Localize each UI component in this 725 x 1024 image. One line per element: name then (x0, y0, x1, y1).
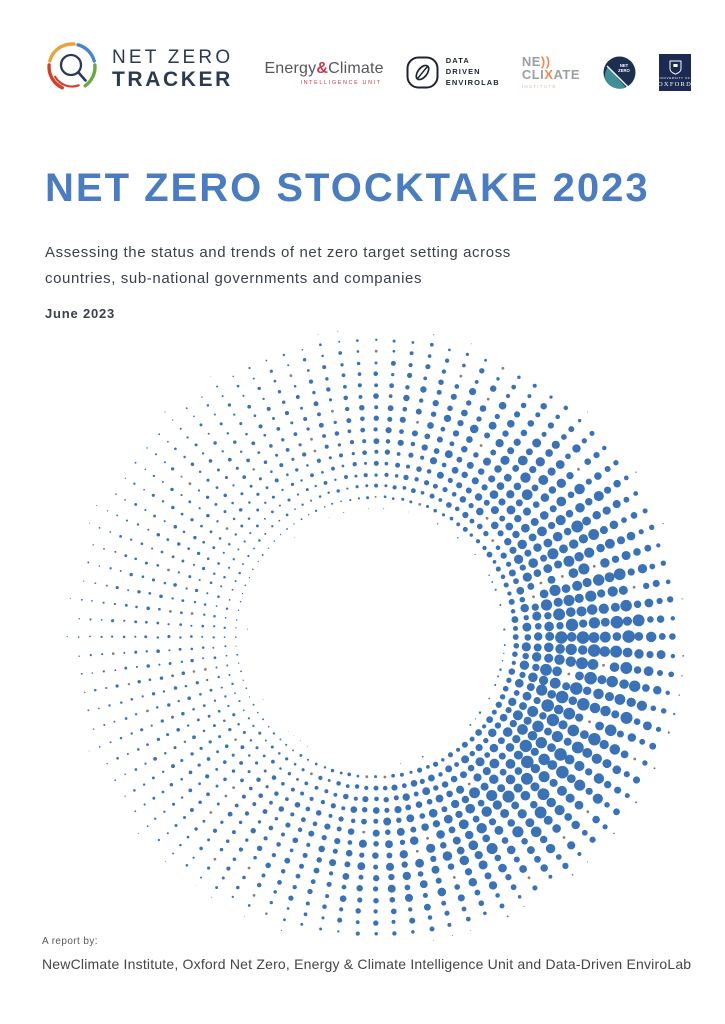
nci-x-icon: X (544, 67, 554, 83)
page-title: NET ZERO STOCKTAKE 2023 (45, 166, 650, 210)
onz-text-net: NET (619, 63, 629, 68)
data-driven-envirolab-logo (406, 56, 500, 89)
report-by-label: A report by: (42, 936, 98, 947)
ddel-line2: DRIVEN (445, 67, 481, 77)
tracker-logo-wordmark (112, 47, 233, 92)
net-zero-tracker-logo-icon (44, 40, 102, 98)
subtitle-line1: Assessing the status and trends of net zero target setting across (45, 244, 511, 261)
onz-text-zero: ZERO (618, 68, 630, 73)
net-zero-tracker-logo (44, 40, 233, 98)
ddel-line3: ENVIROLAB (445, 77, 500, 87)
ddel-line1: DATA (445, 56, 470, 66)
page-header (44, 40, 691, 98)
oxford-name: OXFORD (658, 80, 692, 88)
nci-row1-text: NE (521, 54, 541, 70)
oxford-university-logo (659, 54, 691, 91)
ec-word-energy: Energy (264, 59, 317, 77)
subtitle-line2: countries, sub-national governments and companies (45, 269, 423, 287)
newclimate-institute-logo (522, 55, 580, 90)
tracker-logo-line1: NET ZERO (112, 46, 234, 68)
nci-chevrons-icon: )) (540, 54, 551, 70)
oxford-net-zero-logo (602, 55, 637, 90)
ec-tagline: INTELLIGENCE UNIT (300, 79, 382, 86)
tracker-logo-line2: TRACKER (112, 67, 233, 91)
partner-logos (264, 54, 691, 91)
oxford-crest-icon (669, 60, 682, 75)
nci-row2-a: CLI (521, 67, 545, 83)
oxford-tagline: UNIVERSITY OF (659, 75, 691, 80)
nci-tagline: INSTITUTE (521, 84, 557, 90)
leaf-pen-icon (406, 56, 439, 89)
authors-line: NewClimate Institute, Oxford Net Zero, Energy & Climate Intelligence Unit and Data-Driven EnviroLab (42, 956, 692, 972)
oxford-net-zero-badge-icon (602, 55, 637, 90)
nci-row2-b: ATE (553, 67, 580, 83)
energy-climate-logo (264, 60, 383, 86)
page-subtitle (45, 240, 585, 292)
ec-word-climate: Climate (328, 59, 384, 77)
ec-ampersand: & (316, 59, 329, 77)
ddel-wordmark (446, 56, 500, 89)
publication-date: June 2023 (45, 306, 116, 321)
